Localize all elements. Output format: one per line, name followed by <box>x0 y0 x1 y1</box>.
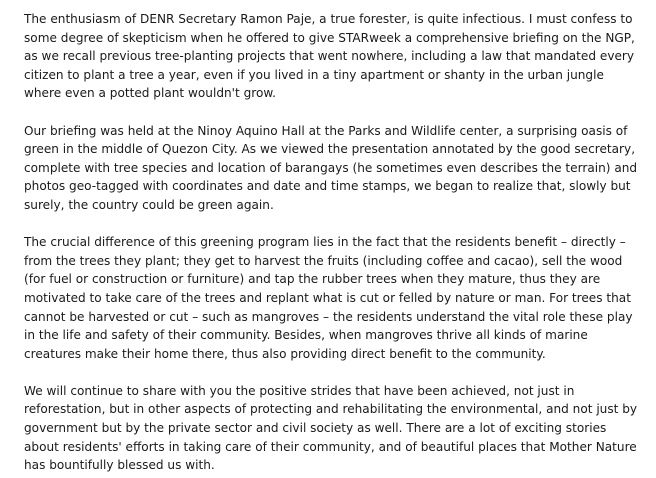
article-body <box>24 10 644 475</box>
paragraph-2: Our briefing was held at the Ninoy Aquino Hall at the Parks and Wildlife center, a surprising oasis of green in the middle of Quezon City. As we viewed the presentation annotated by the good secretary, complete with tree species and location of barangays (he sometimes even describes the terrain) and photos geo-tagged with coordinates and date and time stamps, we began to realize that, slowly but surely, the country could be green again. <box>24 123 638 212</box>
paragraph-1: The enthusiasm of DENR Secretary Ramon Paje, a true forester, is quite infectious. I must confess to some degree of skepticism when he offered to give STARweek a comprehensive briefing on the NGP, as we recall previous tree-planting projects that went nowhere, including a law that mandated every citizen to plant a tree a year, even if you lived in a tiny apartment or shanty in the urban jungle where even a potted plant wouldn't grow. <box>24 12 635 101</box>
paragraph-4: We will continue to share with you the positive strides that have been achieved, not just in reforestation, but in other aspects of protecting and rehabilitating the environmental, and not just by government but by the private sector and civil society as well. There are a lot of exciting stories about residents' efforts in taking care of their community, and of beautiful places that Mother Nature has bountifully blessed us with. <box>24 383 638 473</box>
paragraph-3: The crucial difference of this greening program lies in the fact that the residents benefit – directly – from the trees they plant; they get to harvest the fruits (including coffee and cacao), sell the wood (for fuel or construction or furniture) and tap the rubber trees when they mature, thus they are motivated to take care of the trees and replant what is cut or felled by nature or man. For trees that cannot be harvested or cut – such as mangroves – the residents understand the vital role these play in the life and safety of their community. Besides, when mangroves thrive all kinds of marine creatures make their home there, thus also providing direct benefit to the community. <box>24 235 633 361</box>
